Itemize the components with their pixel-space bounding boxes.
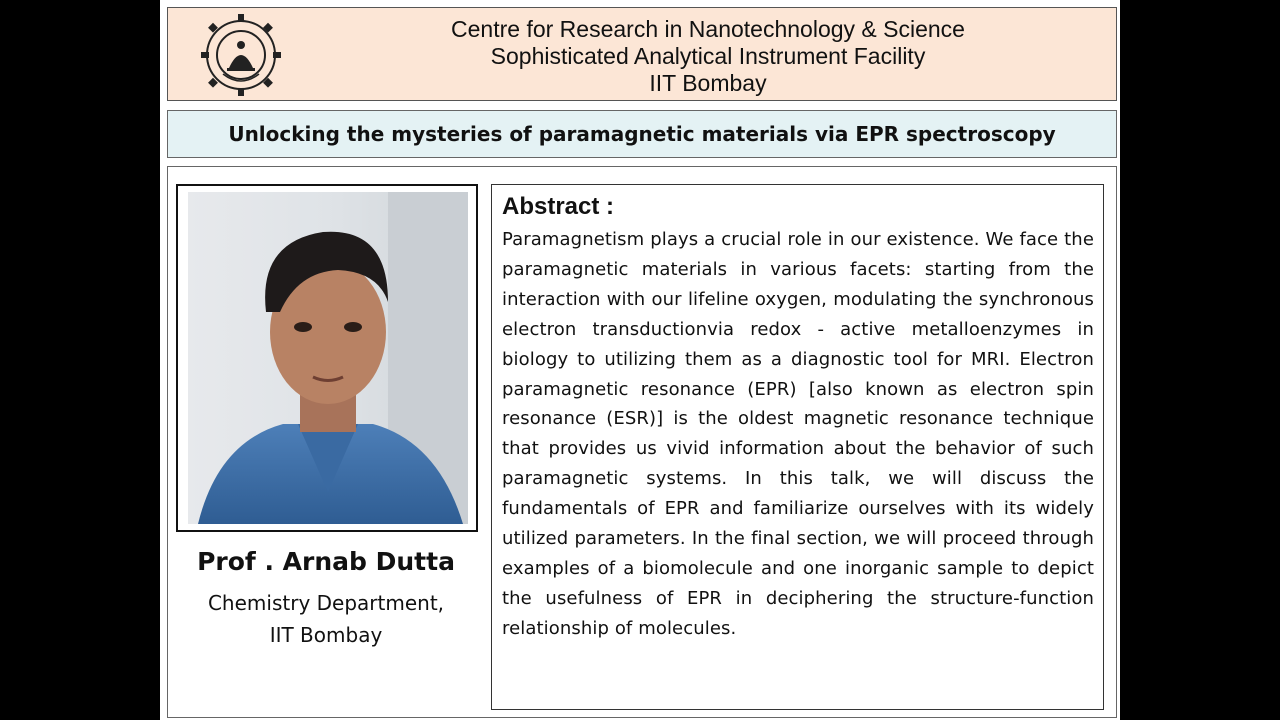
speaker-affiliation — [176, 587, 476, 651]
talk-title-bar — [167, 110, 1117, 158]
abstract-box — [491, 184, 1104, 710]
header-line-3: IIT Bombay — [649, 70, 767, 96]
speaker-institute: IIT Bombay — [269, 623, 383, 647]
slide — [160, 0, 1120, 720]
header-banner — [167, 7, 1117, 101]
content-panel — [167, 166, 1117, 718]
speaker-name: Prof . Arnab Dutta — [197, 547, 455, 576]
header-titles — [368, 16, 1048, 97]
speaker-photo-frame — [176, 184, 478, 532]
speaker-department: Chemistry Department, — [207, 591, 445, 615]
abstract-text: Paramagnetism plays a crucial role in our existence. We face the paramagnetic materials in various facets: starting from the interaction with our lifeline oxygen, modulating the synchronous electron transductionvia redox - active metalloenzymes in biology to utilizing them as a diagnostic tool for MRI. Electron paramagnetic resonance (EPR) [also known as electron spin resonance (ESR)] is the oldest magnetic resonance technique that provides us vivid information about the behavior of such paramagnetic systems. In this talk, we will discuss the fundamentals of EPR and familiarize ourselves with its widely utilized parameters. In the final section, we will proceed through examples of a biomolecule and one inorganic sample to depict the usefulness of EPR in deciphering the structure-function relationship of molecules. — [502, 229, 1094, 639]
abstract-heading: Abstract : — [502, 193, 615, 220]
header-line-2: Sophisticated Analytical Instrument Facility — [490, 43, 926, 69]
talk-title: Unlocking the mysteries of paramagnetic materials via EPR spectroscopy — [228, 122, 1056, 146]
iit-bombay-logo-icon — [193, 12, 289, 98]
speaker-photo — [188, 192, 468, 524]
header-line-1: Centre for Research in Nanotechnology & Science — [451, 16, 965, 42]
